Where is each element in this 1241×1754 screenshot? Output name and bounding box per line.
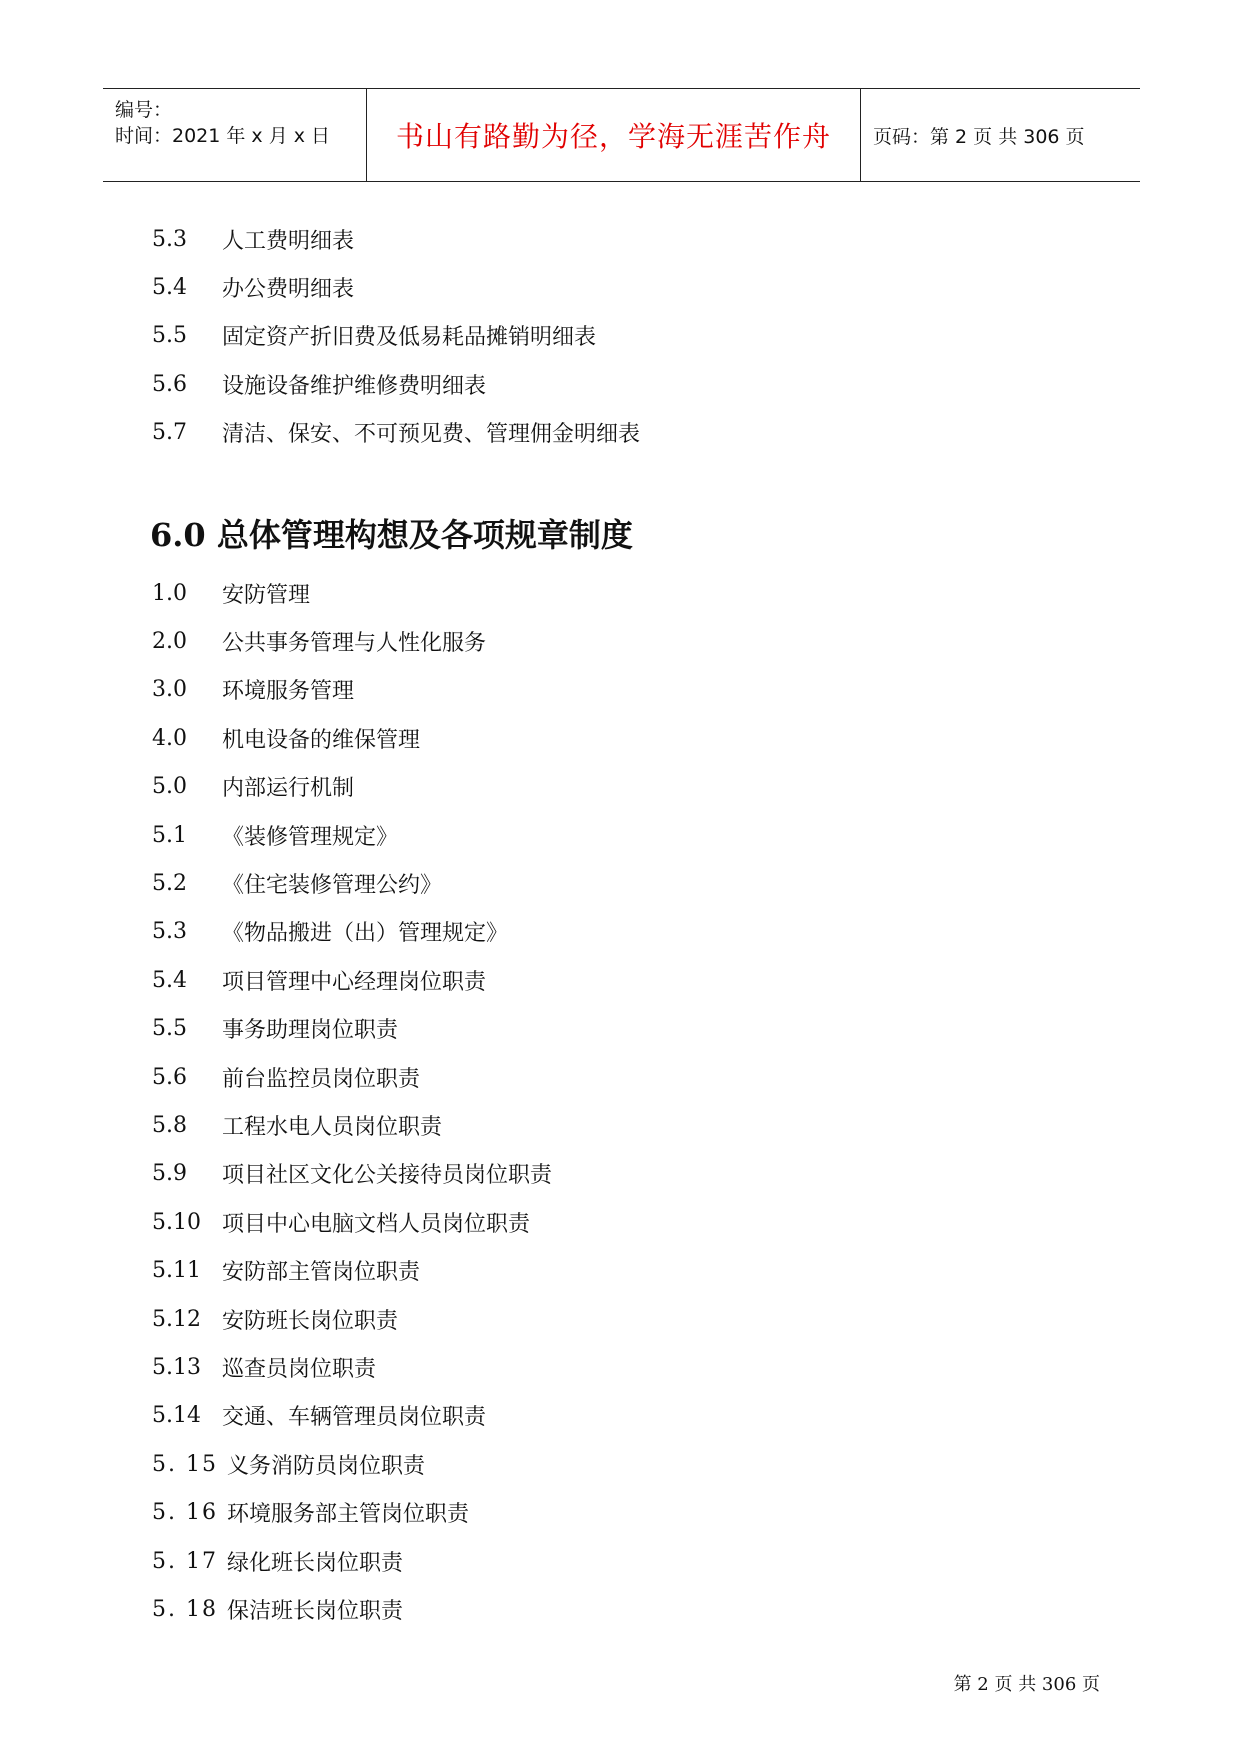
- toc-entry-number: 5.4: [152, 967, 187, 993]
- toc-entry-title: 保洁班长岗位职责: [227, 1598, 404, 1624]
- toc-entry-title: 项目社区文化公关接待员岗位职责: [222, 1163, 553, 1189]
- toc-entry-title: 义务消防员岗位职责: [227, 1453, 426, 1479]
- toc-entry: [152, 222, 354, 256]
- toc-entry-title: 环境服务管理: [222, 679, 355, 705]
- toc-entry: [152, 673, 354, 707]
- toc-entry: [152, 1544, 403, 1578]
- toc-entry-number: 5.1: [152, 822, 187, 848]
- section-title: 6.0 总体管理构想及各项规章制度: [150, 516, 633, 554]
- toc-entry-number: 5.13: [152, 1354, 201, 1380]
- toc-entry-number: 5.0: [152, 774, 187, 800]
- toc-entry-number: 5.6: [152, 371, 187, 397]
- toc-entry-title: 《住宅装修管理公约》: [222, 872, 443, 898]
- toc-entry-title: 事务助理岗位职责: [222, 1018, 399, 1044]
- toc-entry-number: 5.9: [152, 1161, 187, 1187]
- toc-entry-title: 安防班长岗位职责: [222, 1308, 399, 1334]
- page-header: [103, 88, 1140, 182]
- toc-entry: [152, 818, 398, 852]
- toc-entry-title: 固定资产折旧费及低易耗品摊销明细表: [222, 325, 597, 351]
- toc-entry-title: 人工费明细表: [222, 228, 355, 254]
- toc-entry: [152, 1496, 469, 1530]
- document-time-label: 时间：2021 年 x 月 x 日: [115, 125, 331, 147]
- toc-entry-title: 设施设备维护维修费明细表: [222, 373, 487, 399]
- toc-entry-number: 5. 15: [152, 1451, 218, 1477]
- toc-entry-number: 5.6: [152, 1064, 187, 1090]
- toc-entry: [152, 1302, 398, 1336]
- toc-entry: [152, 624, 486, 658]
- toc-entry: [152, 1108, 442, 1142]
- toc-entry: [152, 416, 640, 450]
- toc-entry-number: 5. 18: [152, 1596, 218, 1622]
- toc-entry-number: 5.4: [152, 274, 187, 300]
- toc-entry-title: 清洁、保安、不可预见费、管理佣金明细表: [222, 422, 641, 448]
- toc-entry-number: 5.5: [152, 1016, 187, 1042]
- toc-entry-number: 5.3: [152, 919, 187, 945]
- document-number-label: 编号：: [115, 99, 173, 121]
- toc-entry: [152, 1060, 420, 1094]
- toc-entry-title: 安防部主管岗位职责: [222, 1260, 421, 1286]
- toc-entry: [152, 770, 354, 804]
- page-footer: 第 2 页 共 306 页: [953, 1674, 1100, 1695]
- toc-entry-title: 巡查员岗位职责: [222, 1356, 377, 1382]
- toc-entry-title: 机电设备的维保管理: [222, 727, 421, 753]
- toc-entry: [152, 367, 486, 401]
- toc-entry: [152, 963, 486, 997]
- toc-entry: [152, 270, 354, 304]
- toc-entry-title: 安防管理: [222, 582, 311, 608]
- toc-entry-title: 办公费明细表: [222, 276, 355, 302]
- toc-entry: [152, 1157, 552, 1191]
- toc-entry-title: 工程水电人员岗位职责: [222, 1114, 443, 1140]
- toc-entry-title: 绿化班长岗位职责: [227, 1550, 404, 1576]
- toc-entry: [152, 1592, 403, 1626]
- header-page-number: 页码：第 2 页 共 306 页: [873, 125, 1085, 148]
- toc-entry: [152, 915, 508, 949]
- toc-entry-number: 5.14: [152, 1403, 201, 1429]
- toc-entry-number: 5.12: [152, 1306, 201, 1332]
- toc-entry-title: 公共事务管理与人性化服务: [222, 630, 487, 656]
- toc-entry: [152, 1447, 425, 1481]
- toc-entry-number: 2.0: [152, 628, 187, 654]
- toc-entry-title: 环境服务部主管岗位职责: [227, 1502, 470, 1528]
- toc-entry-title: 项目管理中心经理岗位职责: [222, 969, 487, 995]
- toc-entry-title: 交通、车辆管理员岗位职责: [222, 1405, 487, 1431]
- header-motto-cell: [367, 89, 861, 181]
- header-page-cell: [861, 89, 1140, 181]
- toc-entry-title: 前台监控员岗位职责: [222, 1066, 421, 1092]
- toc-entry: [152, 1399, 486, 1433]
- toc-entry: [152, 1254, 420, 1288]
- toc-entry-number: 5.7: [152, 420, 187, 446]
- toc-entry-number: 5.8: [152, 1112, 187, 1138]
- toc-entry: [152, 1205, 530, 1239]
- toc-entry-number: 4.0: [152, 725, 187, 751]
- toc-entry-title: 内部运行机制: [222, 776, 355, 802]
- toc-entry: [152, 319, 596, 353]
- toc-entry: [152, 576, 310, 610]
- toc-entry-title: 项目中心电脑文档人员岗位职责: [222, 1211, 531, 1237]
- toc-entry-number: 3.0: [152, 677, 187, 703]
- toc-entry: [152, 1350, 376, 1384]
- toc-entry-number: 5.11: [152, 1258, 201, 1284]
- toc-entry-number: 5. 16: [152, 1500, 218, 1526]
- toc-entry-number: 5.10: [152, 1209, 201, 1235]
- toc-entry: [152, 721, 420, 755]
- header-info-cell: [103, 89, 367, 181]
- toc-entry-number: 5.3: [152, 226, 187, 252]
- toc-entry: [152, 1012, 398, 1046]
- toc-entry-number: 5.2: [152, 870, 187, 896]
- toc-entry-number: 1.0: [152, 580, 187, 606]
- toc-entry: [152, 866, 442, 900]
- toc-entry-title: 《装修管理规定》: [222, 824, 399, 850]
- toc-entry-title: 《物品搬进（出）管理规定》: [222, 921, 509, 947]
- toc-entry-number: 5. 17: [152, 1548, 218, 1574]
- header-motto: 书山有路勤为径，学海无涯苦作舟: [395, 120, 831, 153]
- toc-entry-number: 5.5: [152, 323, 187, 349]
